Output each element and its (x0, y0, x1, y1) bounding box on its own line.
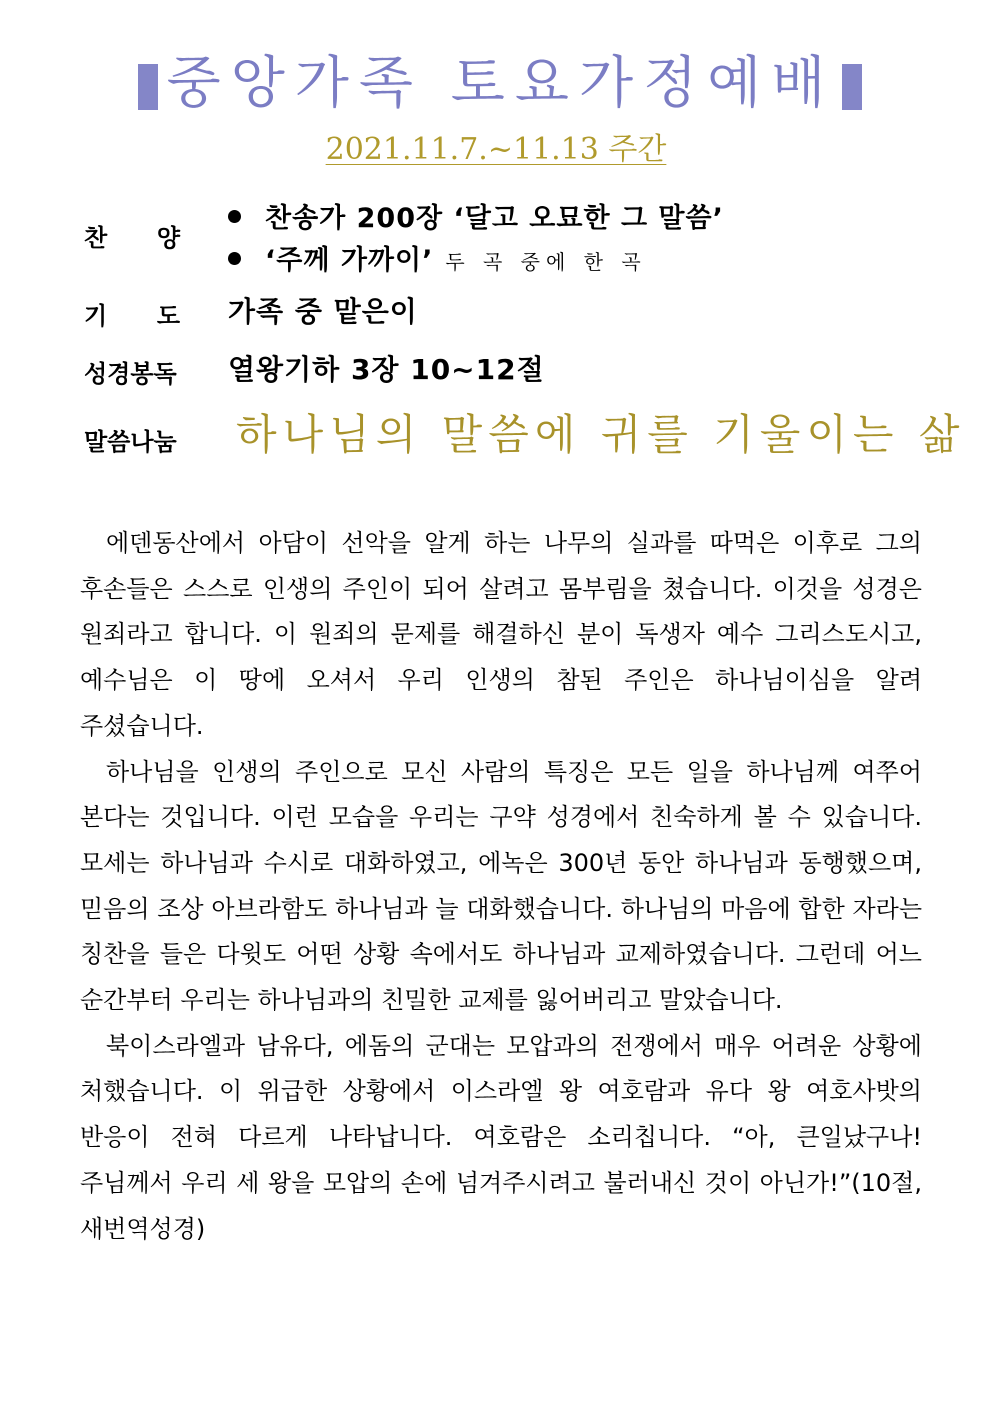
hymn-item-2-text: ‘주께 가까이’ (265, 245, 434, 276)
hymn-label (84, 218, 180, 253)
prayer-label-char-1: 기 (84, 302, 108, 330)
hymn-item-2 (228, 238, 647, 277)
prayer-value: 가족 중 맡은이 (228, 295, 418, 328)
bullet-icon (228, 252, 241, 265)
week-subtitle: 2021.11.7.~11.13 주간 (325, 132, 667, 167)
title-left-bar (138, 64, 158, 110)
prayer-label (84, 296, 180, 331)
reading-label: 성경봉독 (84, 360, 177, 388)
hymn-label-char-2: 양 (156, 224, 180, 252)
hymn-item-2-note: 두 곡 중에 한 곡 (445, 250, 647, 274)
page-title: 중앙가족 토요가정예배 (166, 51, 836, 116)
reading-value: 열왕기하 3장 10~12절 (228, 353, 545, 386)
hymn-item-1 (228, 196, 724, 235)
prayer-label-char-2: 도 (156, 302, 180, 330)
hymn-item-1-text: 찬송가 200장 ‘달고 오묘한 그 말씀’ (265, 203, 724, 234)
body-paragraph-3: 북이스라엘과 남유다, 에돔의 군대는 모압과의 전쟁에서 매우 어려운 상황에 처했습니다. 이 위급한 상황에서 이스라엘 왕 여호람과 유다 왕 여호사밧의 반응이 전혀 다르게 나타납니다. 여호람은 소리칩니다. “아, 큰일났구나! 주님께서 우리 세 왕을 모압의 손에 넘겨주시려고 불러내신 것이 아닌가!”(10절, 새번역성경) (80, 1031, 922, 1243)
body-paragraph-1: 에덴동산에서 아담이 선악을 알게 하는 나무의 실과를 따먹은 이후로 그의 후손들은 스스로 인생의 주인이 되어 살려고 몸부림을 쳤습니다. 이것을 성경은 원죄라고 합니다. 이 원죄의 문제를 해결하신 분이 독생자 예수 그리스도시고, 예수님은 이 땅에 오셔서 우리 인생의 참된 주인은 하나님이심을 알려 주셨습니다. (80, 529, 922, 740)
sermon-title: 하나님의 말씀에 귀를 기울이는 삶 (236, 410, 966, 459)
hymn-label-char-1: 찬 (84, 224, 108, 252)
sermon-body (80, 521, 922, 1252)
sermon-label: 말씀나눔 (84, 428, 177, 456)
title-row (0, 44, 992, 124)
body-paragraph-2: 하나님을 인생의 주인으로 모신 사람의 특징은 모든 일을 하나님께 여쭈어 본다는 것입니다. 이런 모습을 우리는 구약 성경에서 친숙하게 볼 수 있습니다. 모세는 하나님과 수시로 대화하였고, 에녹은 300년 동안 하나님과 동행했으며, 믿음의 조상 아브라함도 하나님과 늘 대화했습니다. 하나님의 마음에 합한 자라는 칭찬을 들은 다윗도 어떤 상황 속에서도 하나님과 교제하였습니다. 그런데 어느 순간부터 우리는 하나님과의 친밀한 교제를 잃어버리고 말았습니다. (80, 757, 922, 1015)
bullet-icon (228, 210, 241, 223)
title-right-bar (842, 64, 862, 110)
